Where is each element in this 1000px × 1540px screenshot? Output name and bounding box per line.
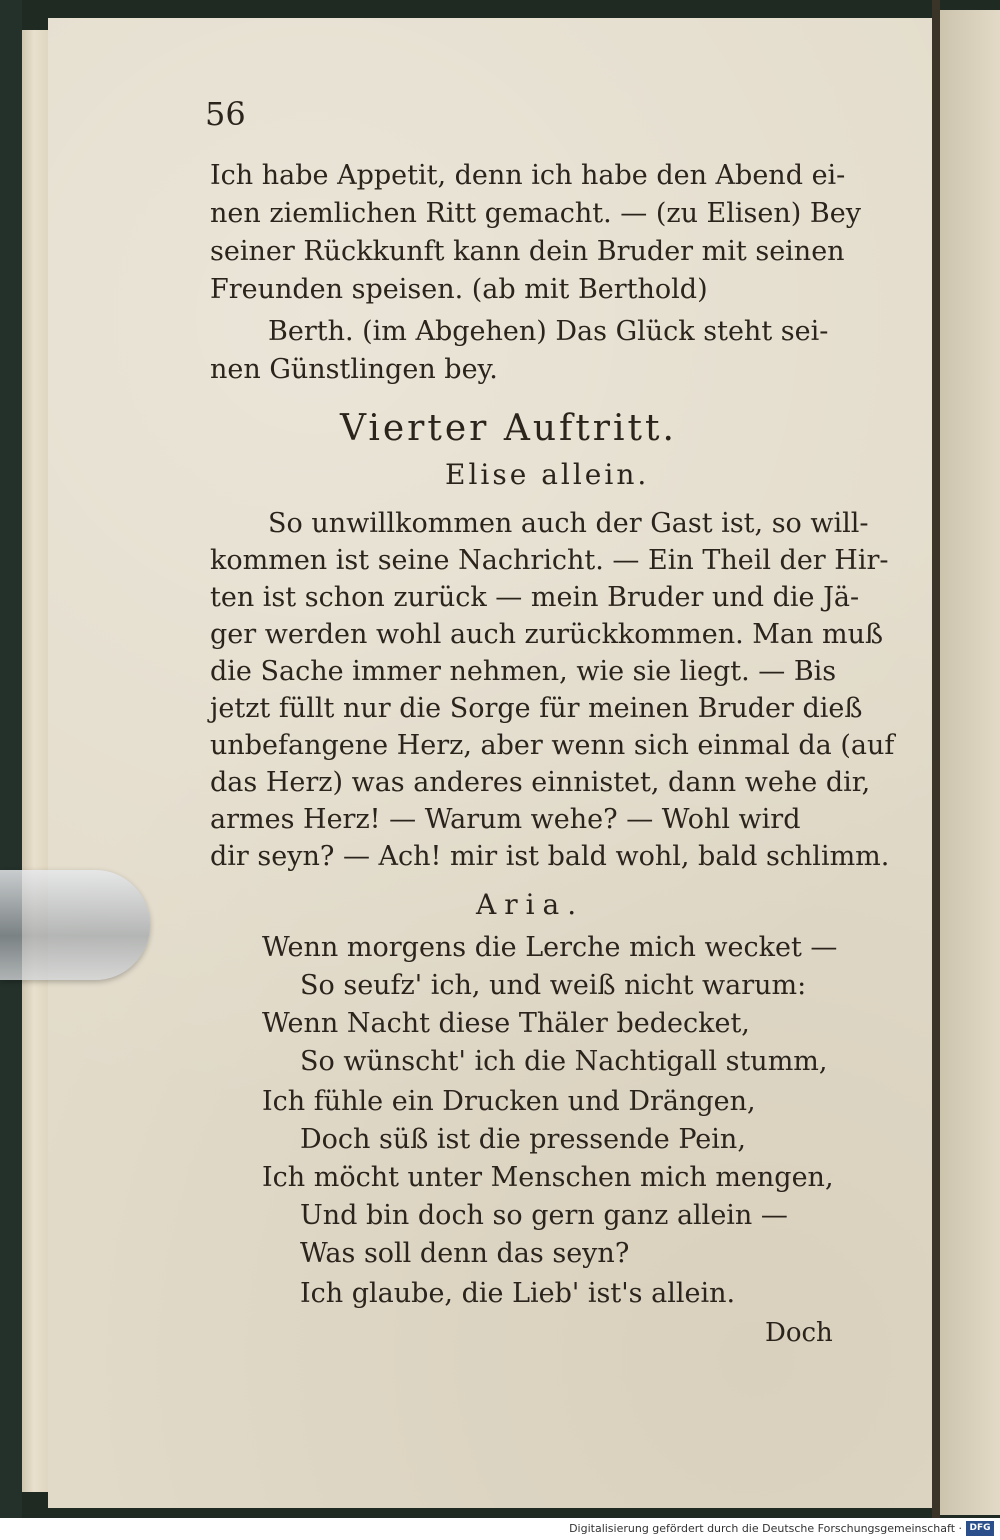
book-spine [0, 0, 22, 1540]
verse-line: Doch süß ist die pressende Pein, [300, 1124, 746, 1155]
aria-title: Aria. [476, 888, 585, 921]
verse-line: Was soll denn das seyn? [300, 1238, 630, 1269]
text-line: So unwillkommen auch der Gast ist, so will- [268, 508, 869, 539]
text-line: armes Herz! — Warum wehe? — Wohl wird [210, 804, 801, 835]
text-line: nen Günstlingen bey. [210, 354, 498, 385]
text-line: dir seyn? — Ach! mir ist bald wohl, bald schlimm. [210, 841, 890, 872]
verse-line: So wünscht' ich die Nachtigall stumm, [300, 1046, 828, 1077]
page-number: 56 [205, 95, 246, 133]
verse-line: Und bin doch so gern ganz allein — [300, 1200, 788, 1231]
verse-line: Wenn Nacht diese Thäler bedecket, [262, 1008, 750, 1039]
facing-page-edge [940, 10, 1000, 1515]
catchword: Doch [765, 1318, 833, 1348]
text-line: jetzt füllt nur die Sorge für meinen Bruder dieß [210, 693, 863, 724]
text-line: Ich habe Appetit, denn ich habe den Abend ei- [210, 160, 846, 191]
text-line: ten ist schon zurück — mein Bruder und die Jä- [210, 582, 860, 613]
text-line: Berth. (im Abgehen) Das Glück steht sei- [268, 316, 829, 347]
text-line: seiner Rückkunft kann dein Bruder mit seinen [210, 236, 845, 267]
scene-title: Vierter Auftritt. [340, 408, 677, 449]
book-gutter [932, 0, 940, 1540]
text-line: die Sache immer nehmen, wie sie liegt. — Bis [210, 656, 837, 687]
scene-subtitle: Elise allein. [445, 458, 650, 491]
footer-bar [0, 1518, 1000, 1540]
verse-line: Ich fühle ein Drucken und Drängen, [262, 1086, 756, 1117]
dfg-logo-icon: DFG [966, 1521, 994, 1536]
text-line: unbefangene Herz, aber wenn sich einmal da (auf [210, 730, 895, 761]
verse-line: Wenn morgens die Lerche mich wecket — [262, 932, 838, 963]
verse-line: So seufz' ich, und weiß nicht warum: [300, 970, 807, 1001]
page-holder-clip [0, 870, 150, 980]
text-line: ger werden wohl auch zurückkommen. Man muß [210, 619, 884, 650]
verse-line: Ich glaube, die Lieb' ist's allein. [300, 1278, 736, 1309]
text-line: Freunden speisen. (ab mit Berthold) [210, 274, 708, 305]
text-line: nen ziemlichen Ritt gemacht. — (zu Elisen) Bey [210, 198, 861, 229]
text-line: kommen ist seine Nachricht. — Ein Theil der Hir- [210, 545, 889, 576]
footer-credit: Digitalisierung gefördert durch die Deutsche Forschungsgemeinschaft · [569, 1522, 962, 1535]
text-line: das Herz) was anderes einnistet, dann wehe dir, [210, 767, 871, 798]
verse-line: Ich möcht unter Menschen mich mengen, [262, 1162, 834, 1193]
